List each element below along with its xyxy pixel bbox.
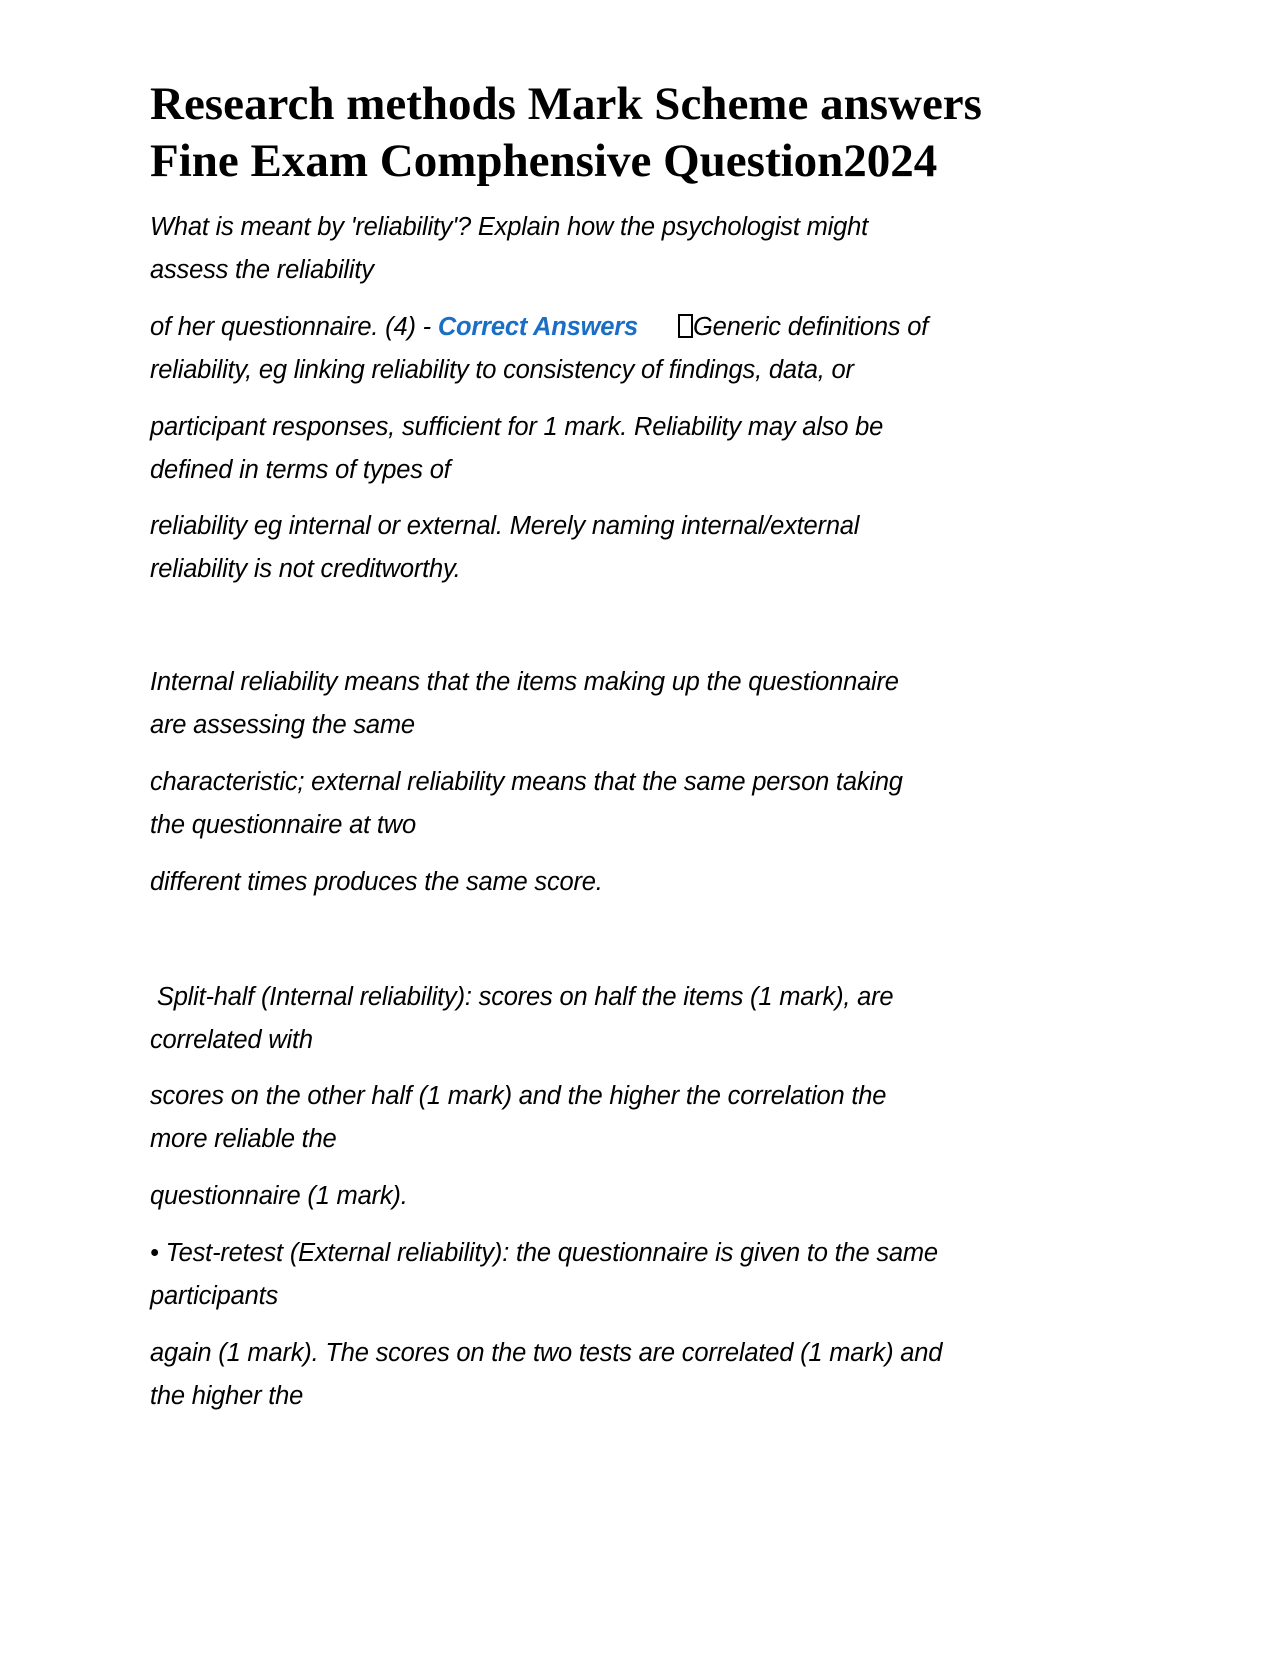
- paragraph: [150, 505, 859, 591]
- correct-answers-label: Correct Answers: [437, 313, 638, 341]
- text-line: participants: [150, 1282, 279, 1310]
- text-line: more reliable the: [150, 1125, 337, 1153]
- document-title: [150, 76, 982, 190]
- text: of her questionnaire. (4) -: [150, 313, 438, 341]
- text-line: participant responses, sufficient for 1 mark. Reliability may also be: [150, 413, 884, 441]
- text-line: [150, 306, 928, 349]
- paragraph: [150, 976, 893, 1062]
- text-line: defined in terms of types of: [150, 456, 451, 484]
- text-line: Split-half (Internal reliability): scores on half the items (1 mark), are: [150, 983, 894, 1011]
- text-line: scores on the other half (1 mark) and the higher the correlation the: [150, 1082, 887, 1110]
- paragraph: [150, 306, 928, 392]
- text-line: What is meant by 'reliability'? Explain how the psychologist might: [150, 213, 868, 241]
- text-line: correlated with: [150, 1026, 313, 1054]
- text-line: reliability, eg linking reliability to consistency of findings, data, or: [150, 356, 854, 384]
- text-line: the higher the: [150, 1382, 304, 1410]
- paragraph: [150, 1332, 942, 1418]
- paragraph: [150, 661, 899, 747]
- text: Generic definitions of: [692, 313, 929, 341]
- paragraph: [150, 861, 603, 904]
- text-line: reliability eg internal or external. Merely naming internal/external: [150, 512, 860, 540]
- text-line: assess the reliability: [150, 256, 374, 284]
- paragraph: [150, 406, 883, 492]
- text-line: characteristic; external reliability means that the same person taking: [150, 768, 903, 796]
- paragraph: [150, 761, 903, 847]
- text-line: • Test-retest (External reliability): the questionnaire is given to the same: [150, 1239, 938, 1267]
- text-line: are assessing the same: [150, 711, 415, 739]
- paragraph: [150, 1075, 886, 1161]
- text-line: Internal reliability means that the items making up the questionnaire: [150, 668, 899, 696]
- missing-glyph-icon: [678, 314, 693, 338]
- text-line: questionnaire (1 mark).: [150, 1182, 408, 1210]
- paragraph: [150, 206, 868, 292]
- text-line: different times produces the same score.: [150, 868, 603, 896]
- title-line: Research methods Mark Scheme answers: [150, 78, 982, 130]
- paragraph: [150, 1232, 938, 1318]
- title-line: Fine Exam Comphensive Question2024: [150, 135, 938, 187]
- text-line: again (1 mark). The scores on the two tests are correlated (1 mark) and: [150, 1339, 943, 1367]
- paragraph: [150, 1175, 408, 1218]
- text-line: the questionnaire at two: [150, 811, 416, 839]
- text-line: reliability is not creditworthy.: [150, 555, 461, 583]
